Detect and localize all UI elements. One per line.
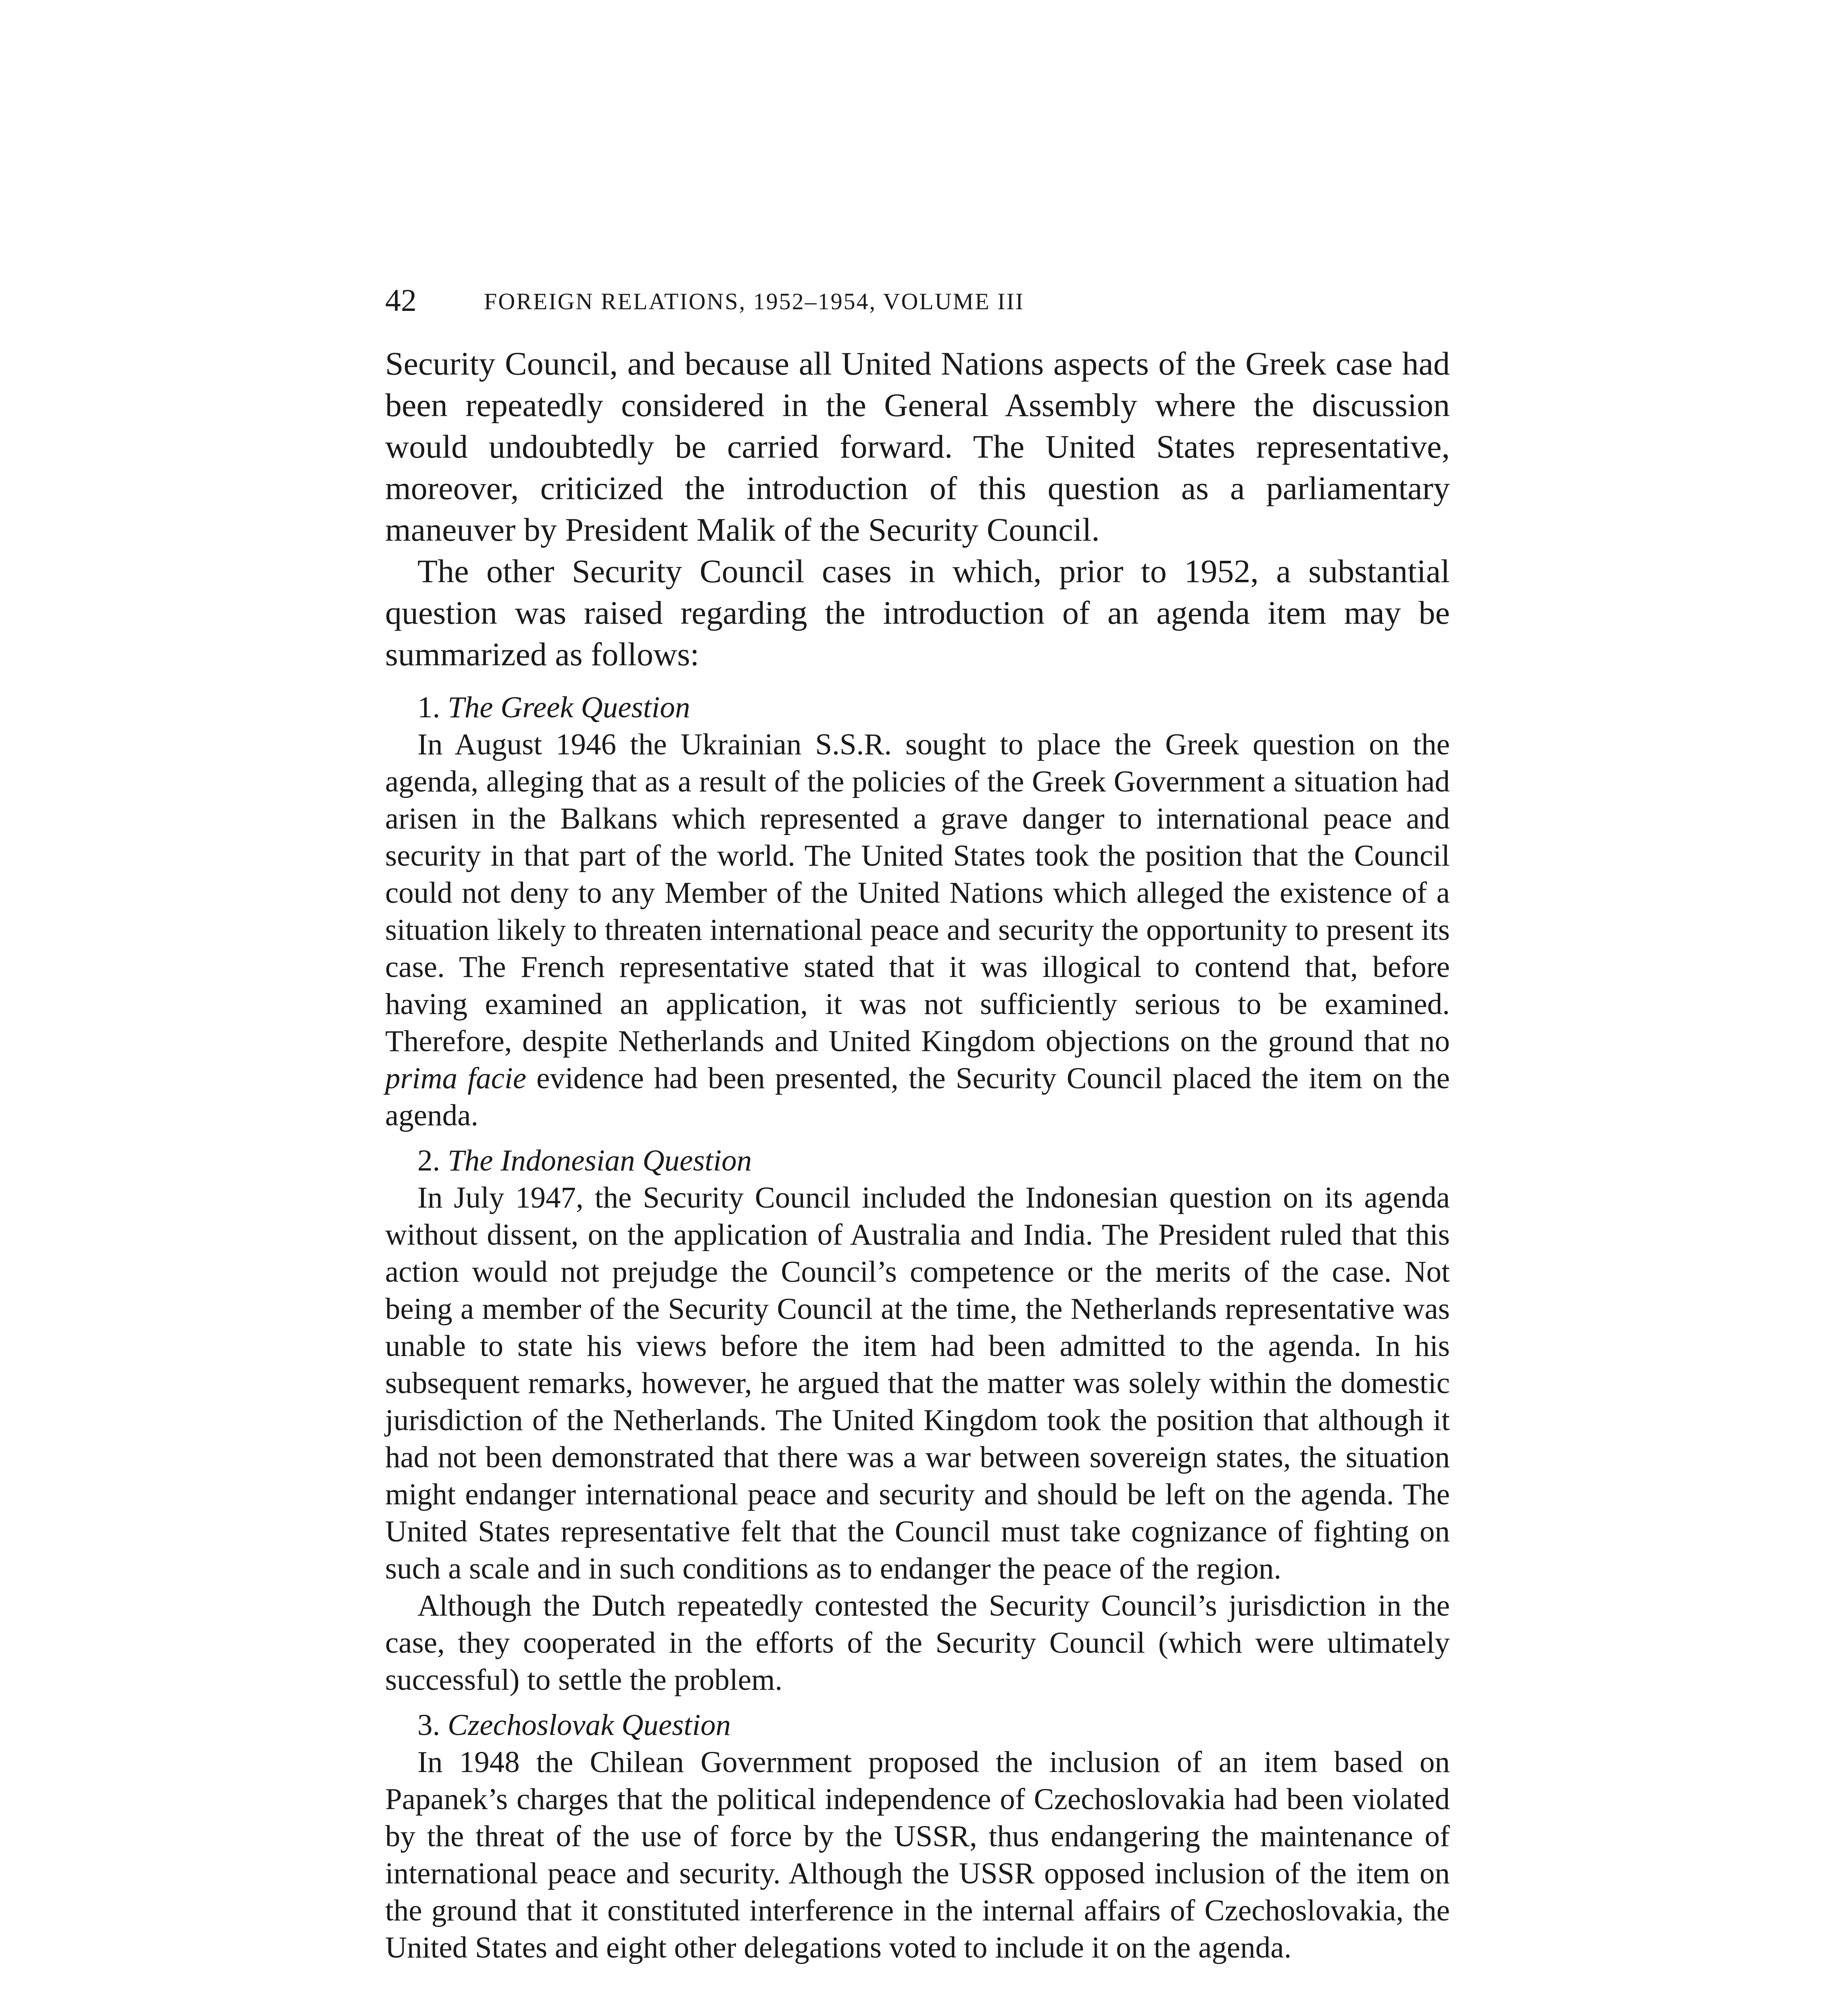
- paragraph-text: evidence had been presented, the Security Council placed the item on the agenda.: [385, 1062, 1450, 1132]
- section-paragraph: In 1948 the Chilean Government proposed the inclusion of an item based on Papanek’s charges that the political independence of Czechoslovakia had been violated by the threat of the use of force by the USSR, thus endangering the maintenance of international peace and security. Although the USSR opposed inclusion of the item on the ground that it constituted interference in the internal affairs of Czechoslovakia, the United States and eight other delegations voted to include it on the agenda.: [385, 1745, 1450, 1964]
- section-paragraph: In July 1947, the Security Council included the Indonesian question on its agenda without dissent, on the application of Australia and India. The President ruled that this action would not prejudge the Council’s competence or the merits of the case. Not being a member of the Security Council at the time, the Netherlands representative was unable to state his views before the item had been admitted to the agenda. In his subsequent remarks, however, he argued that the matter was solely within the domestic jurisdiction of the Netherlands. The United Kingdom took the position that although it had not been demonstrated that there was a war between sovereign states, the situation might endanger international peace and security and should be left on the agenda. The United States representative felt that the Council must take cognizance of fighting on such a scale and in such conditions as to endanger the peace of the region.: [385, 1181, 1450, 1585]
- section-title: Czechoslovak Question: [448, 1708, 731, 1742]
- section-heading: [385, 689, 1450, 726]
- section-heading: [385, 1707, 1450, 1744]
- section-number: 1.: [417, 691, 440, 724]
- section-paragraph: Although the Dutch repeatedly contested the Security Council’s jurisdiction in the case, they cooperated in the efforts of the Security Council (which were ultimately successful) to settle the problem.: [385, 1589, 1450, 1697]
- section-number: 2.: [417, 1144, 440, 1177]
- page-number: 42: [385, 283, 417, 318]
- body-text: [385, 343, 1450, 1966]
- section-number: 3.: [417, 1708, 440, 1742]
- section-greek-question: [385, 689, 1450, 1134]
- paragraph-continuation: Security Council, and because all United Nations aspects of the Greek case had been repeatedly considered in the General Assembly where the discussion would undoubtedly be carried forward. The United States representative, moreover, criticized the introduction of this question as a parliamentary maneuver by President Malik of the Security Council.: [385, 345, 1450, 548]
- section-czechoslovak-question: [385, 1707, 1450, 1966]
- italic-phrase: prima facie: [385, 1062, 527, 1095]
- page-header: [385, 282, 1454, 319]
- section-title: The Indonesian Question: [448, 1144, 752, 1177]
- running-head: FOREIGN RELATIONS, 1952–1954, VOLUME III: [484, 288, 1025, 314]
- section-indonesian-question: [385, 1142, 1450, 1699]
- paragraph-intro: The other Security Council cases in which, prior to 1952, a substantial question was raised regarding the introduction of an agenda item may be summarized as follows:: [385, 553, 1450, 673]
- paragraph-text: In August 1946 the Ukrainian S.S.R. sought to place the Greek question on the agenda, alleging that as a result of the policies of the Greek Government a situation had arisen in the Balkans which represented a grave danger to international peace and security in that part of the world. The United States took the position that the Council could not deny to any Member of the United Nations which alleged the existence of a situation likely to threaten international peace and security the opportunity to present its case. The French representative stated that it was illogical to contend that, before having examined an application, it was not sufficiently serious to be examined. Therefore, despite Netherlands and United Kingdom objections on the ground that no: [385, 728, 1450, 1058]
- section-title: The Greek Question: [448, 691, 690, 724]
- section-heading: [385, 1142, 1450, 1179]
- section-paragraph: [385, 726, 1450, 1134]
